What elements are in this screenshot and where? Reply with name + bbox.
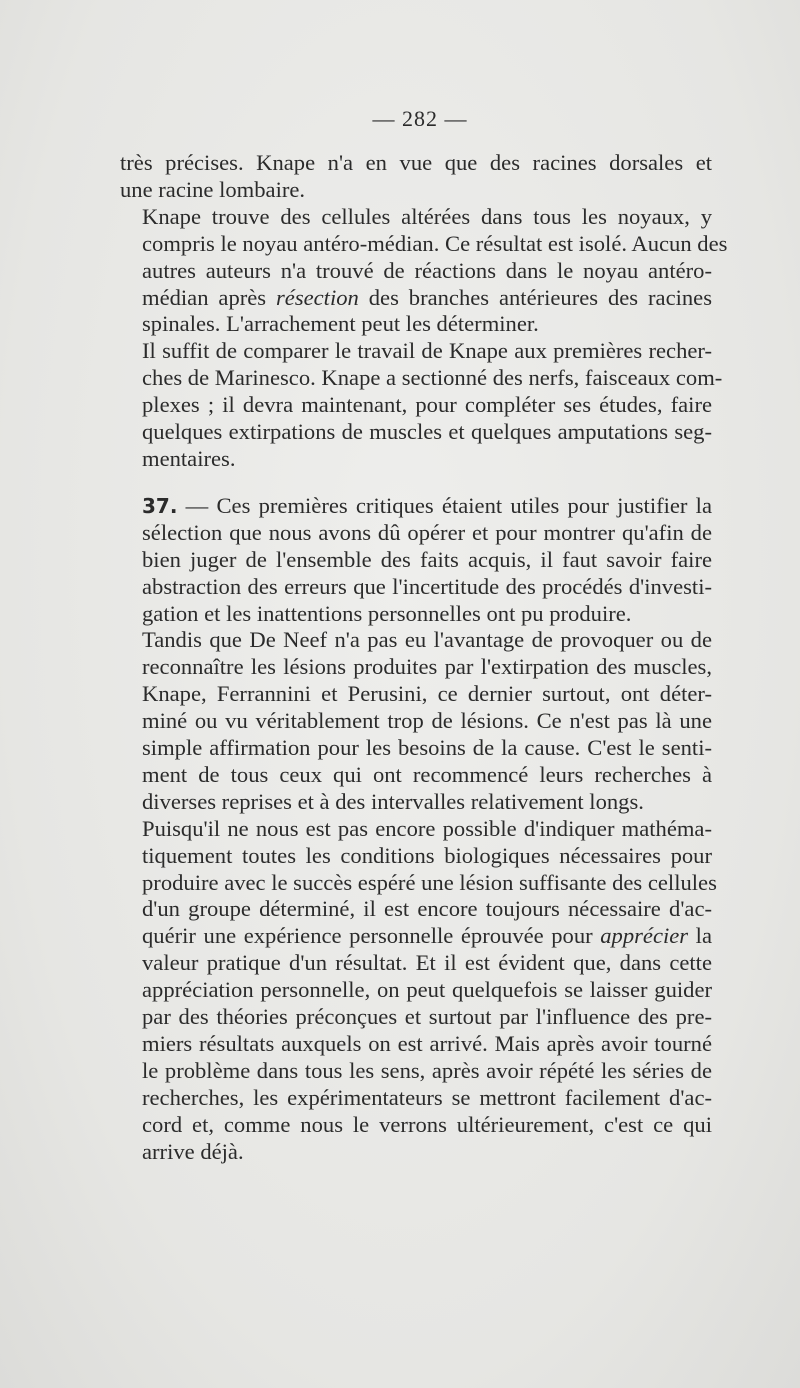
text-line: une racine lombaire. [120, 176, 306, 202]
text-line: médian après résection des branches antérieures des racines [142, 284, 712, 310]
text-line: diverses reprises et à des intervalles relativement longs. [142, 788, 644, 814]
paragraph [120, 338, 723, 473]
italic-term: résection [276, 284, 359, 310]
text-line: 37. — Ces premières critiques étaient utiles pour justifier la [142, 492, 712, 518]
text-line: recherches, les expérimentateurs se mettront facilement d'ac- [142, 1084, 712, 1110]
italic-term: apprécier [600, 923, 689, 949]
text-line: Puisqu'il ne nous est pas encore possible d'indiquer mathéma- [142, 815, 712, 841]
paragraph [120, 815, 717, 1166]
text-line: arrive déjà. [142, 1138, 244, 1164]
text-line: reconnaître les lésions produites par l'extirpation des muscles, [142, 654, 712, 680]
body-text [120, 150, 728, 1166]
paragraph [120, 203, 728, 339]
text-line: Knape, Ferrannini et Perusini, ce dernier surtout, ont déter- [142, 681, 712, 707]
section-paragraph [120, 493, 712, 628]
text-line: valeur pratique d'un résultat. Et il est évident que, dans cette [142, 950, 712, 976]
text-line: mentaires. [142, 445, 236, 471]
text-line: Il suffit de comparer le travail de Knape aux premières recher- [142, 338, 712, 364]
text-line: autres auteurs n'a trouvé de réactions dans le noyau antéro- [142, 257, 712, 283]
text-line: miers résultats auxquels on est arrivé. Mais après avoir tourné [142, 1031, 712, 1056]
text-line: Tandis que De Neef n'a pas eu l'avantage de provoquer ou de [142, 627, 712, 653]
text-line: sélection que nous avons dû opérer et pour montrer qu'afin de [142, 519, 712, 545]
text-line: appréciation personnelle, on peut quelquefois se laisser guider [142, 977, 712, 1003]
text-line: Knape trouve des cellules altérées dans tous les noyaux, y [142, 203, 712, 229]
text-line: spinales. L'arrachement peut les déterminer. [142, 311, 539, 337]
paragraph [120, 150, 712, 204]
text-line: simple affirmation pour les besoins de la cause. C'est le senti- [142, 735, 712, 761]
text-line: cord et, comme nous le verrons ultérieurement, c'est ce qui [142, 1111, 712, 1137]
page-number: — 282 — [372, 106, 468, 131]
text-line: quérir une expérience personnelle éprouvée pour apprécier la [142, 923, 712, 949]
section-number: 37. [142, 493, 178, 518]
text-line: compris le noyau antéro-médian. Ce résultat est isolé. Aucun des [142, 230, 728, 256]
text-line: d'un groupe déterminé, il est encore toujours nécessaire d'ac- [142, 896, 712, 922]
text-line: quelques extirpations de muscles et quelques amputations seg- [142, 419, 712, 445]
text-line: plexes ; il devra maintenant, pour compléter ses études, faire [142, 392, 712, 418]
text-line: produire avec le succès espéré une lésion suffisante des cellules [142, 869, 717, 895]
text-line: bien juger de l'ensemble des faits acquis, il faut savoir faire [142, 546, 712, 572]
text-line: ches de Marinesco. Knape a sectionné des nerfs, faisceaux com- [142, 365, 723, 391]
text-line: le problème dans tous les sens, après avoir répété les séries de [142, 1057, 712, 1083]
paragraph [120, 627, 712, 815]
text-line: abstraction des erreurs que l'incertitude des procédés d'investi- [142, 573, 712, 599]
text-line: par des théories préconçues et surtout par l'influence des pre- [142, 1004, 712, 1030]
text-line: ment de tous ceux qui ont recommencé leurs recherches à [142, 761, 712, 787]
text-line: miné ou vu véritablement trop de lésions. Ce n'est pas là une [142, 708, 712, 734]
text-line: très précises. Knape n'a en vue que des racines dorsales et [120, 150, 712, 175]
text-line: gation et les inattentions personnelles ont pu produire. [142, 600, 632, 626]
text-line: tiquement toutes les conditions biologiques nécessaires pour [142, 842, 712, 868]
